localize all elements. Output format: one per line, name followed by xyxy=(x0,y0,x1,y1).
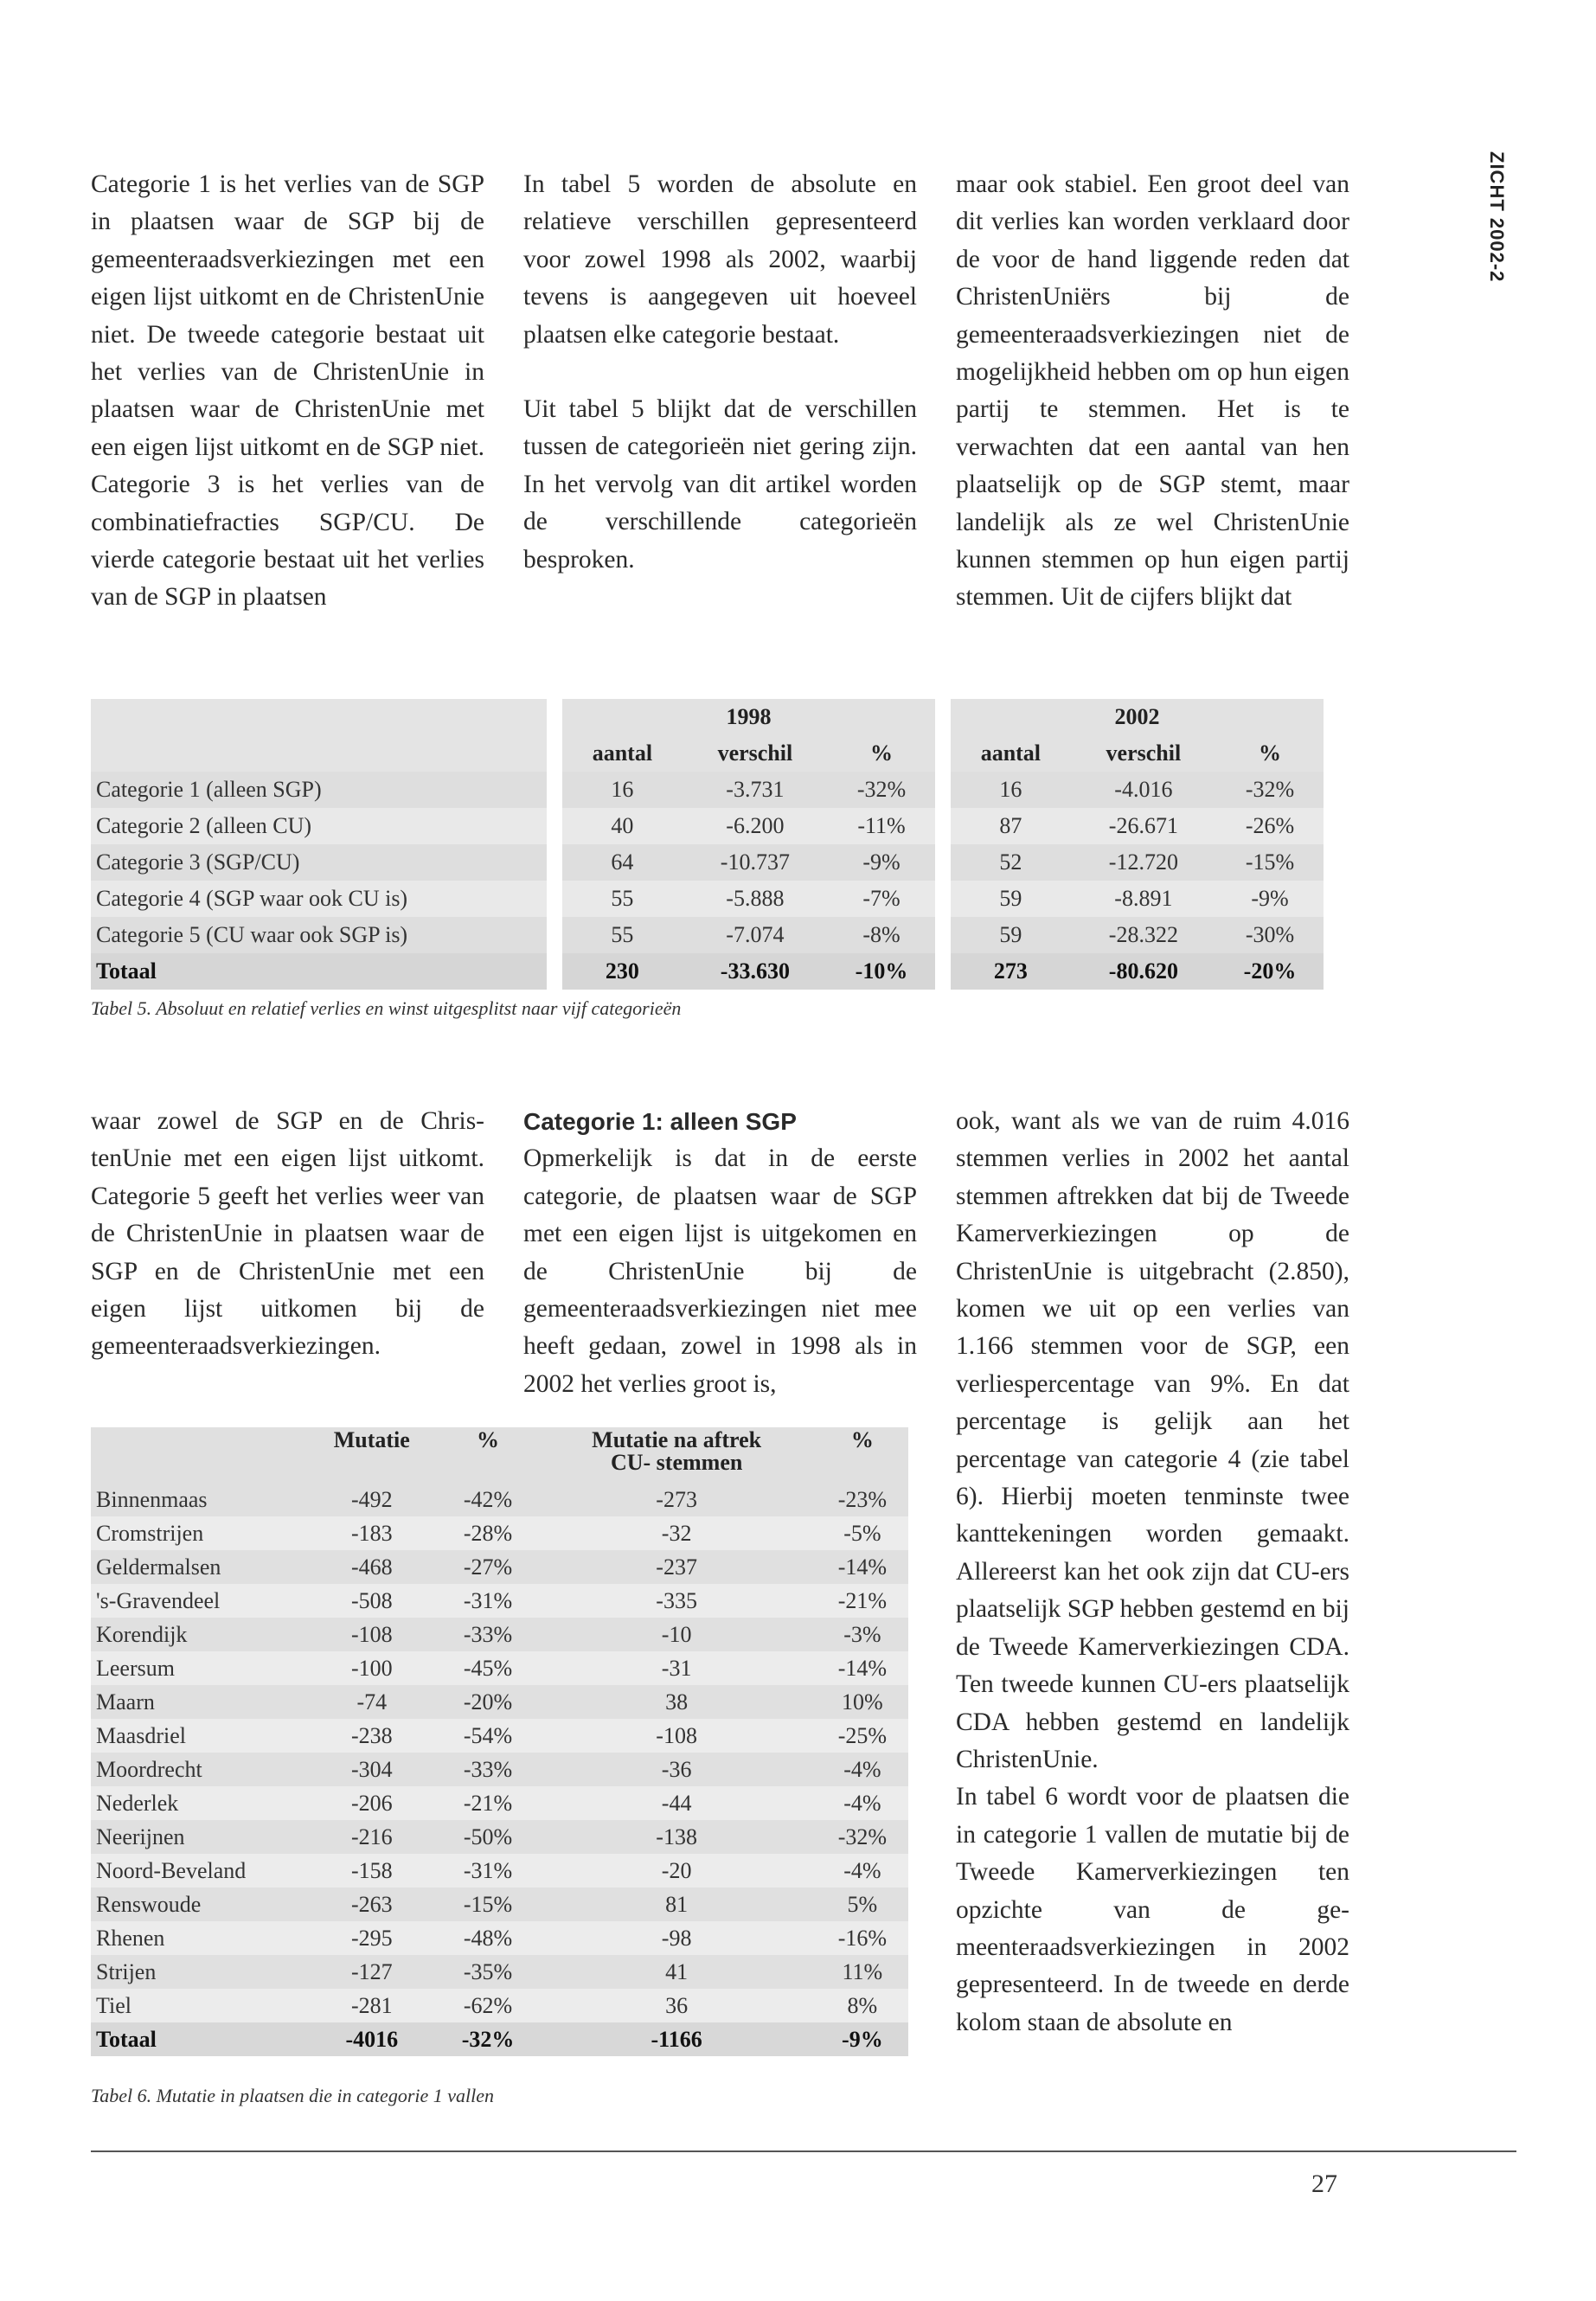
table5-cell-pct-2002: -15% xyxy=(1216,844,1324,881)
table6-header-mutatie-na-aftrek xyxy=(537,1427,817,1483)
journal-sidebar xyxy=(1462,151,1531,359)
table6-cell-pct: -27% xyxy=(439,1550,537,1584)
table6-cell-mutatie: -492 xyxy=(304,1483,439,1516)
table5-row xyxy=(91,808,1324,844)
table6-cell-pct-2: 5% xyxy=(817,1888,908,1921)
top-column-2 xyxy=(523,166,917,579)
table5-header-aantal-2002: aantal xyxy=(951,735,1071,772)
top-col2-paragraph-1: In tabel 5 worden de absolute en relatieve verschillen gepresenteerd voor zowel 1998 als 2002, waarbij tevens is aangegeven uit hoeveel plaatsen elke categorie bestaat. xyxy=(523,170,917,349)
table5-year-2002: 2002 xyxy=(951,699,1324,735)
table5-header-verschil-2002: verschil xyxy=(1071,735,1216,772)
table6-row xyxy=(91,1921,908,1955)
table6-row xyxy=(91,1584,908,1618)
table5-cell-verschil-2002: -28.322 xyxy=(1071,917,1216,953)
table6-place: Maasdriel xyxy=(91,1719,304,1753)
table6-row xyxy=(91,1719,908,1753)
table5-cell-pct-2002: -30% xyxy=(1216,917,1324,953)
table5-cell-verschil-1998: -5.888 xyxy=(683,881,828,917)
table5-header-pct-2002: % xyxy=(1216,735,1324,772)
bottom-column-3 xyxy=(956,1103,1349,2041)
table6-row xyxy=(91,1820,908,1854)
table6-cell-pct-2: -9% xyxy=(817,2022,908,2056)
table6-cell-pct: -42% xyxy=(439,1483,537,1516)
table6-cell-pct-2: -4% xyxy=(817,1753,908,1786)
table6-place: 's-Gravendeel xyxy=(91,1584,304,1618)
table6-header-mutatie-na-aftrek-line2: CU- stemmen xyxy=(610,1450,743,1475)
table5-cell-verschil-1998: -33.630 xyxy=(683,953,828,990)
bottom-column-2 xyxy=(523,1103,917,1403)
table6-row xyxy=(91,1888,908,1921)
table5-cell-pct-2002: -32% xyxy=(1216,772,1324,808)
table5-row xyxy=(91,881,1324,917)
table6-cell-pct: -33% xyxy=(439,1753,537,1786)
table5-header-verschil-1998: verschil xyxy=(683,735,828,772)
section-heading: Categorie 1: alleen SGP xyxy=(523,1108,797,1135)
table5-cell-pct-1998: -7% xyxy=(828,881,935,917)
table6-row xyxy=(91,1685,908,1719)
table6-cell-pct: -50% xyxy=(439,1820,537,1854)
table6-cell-mutatie-na-aftrek: -31 xyxy=(537,1651,817,1685)
table5-cell-pct-1998: -9% xyxy=(828,844,935,881)
table6-row xyxy=(91,1955,908,1989)
table5-column-header xyxy=(91,735,1324,772)
table6-cell-mutatie: -206 xyxy=(304,1786,439,1820)
table5-cell-aantal-2002: 59 xyxy=(951,917,1071,953)
table6-row xyxy=(91,1786,908,1820)
table5-cell-verschil-2002: -80.620 xyxy=(1071,953,1216,990)
table6-cell-mutatie: -508 xyxy=(304,1584,439,1618)
table5-cell-pct-2002: -20% xyxy=(1216,953,1324,990)
bottom-col3-paragraph-2: In tabel 6 wordt voor de plaatsen die in categorie 1 vallen de mutatie bij de Tweede Kamerverkiezingen ten opzichte van de gemeenteraadsverkiezingen in 2002 gepresenteerd. In de tweede en derde kolom staan de absolute en xyxy=(956,1783,1349,2036)
bottom-col1-text: waar zowel de SGP en de ChristenUnie met een eigen lijst uitkomt. Categorie 5 geeft het verlies weer van de ChristenUnie in plaatsen waar de SGP en de ChristenUnie met een eigen lijst uitkomen bij de gemeenteraadsverkiezingen. xyxy=(91,1107,484,1361)
bottom-column-1 xyxy=(91,1103,484,1366)
table6-cell-pct-2: -23% xyxy=(817,1483,908,1516)
table6-cell-pct: -45% xyxy=(439,1651,537,1685)
table6-cell-pct-2: -32% xyxy=(817,1820,908,1854)
top-col2-paragraph-2: Uit tabel 5 blijkt dat de verschillen tussen de categorieën niet gering zijn. In het vervolg van dit artikel worden de verschillende categorieën besproken. xyxy=(523,395,917,574)
table6-place: Neerijnen xyxy=(91,1820,304,1854)
table5-header-pct-1998: % xyxy=(828,735,935,772)
table6-cell-pct-2: 8% xyxy=(817,1989,908,2022)
table6-cell-mutatie: -183 xyxy=(304,1516,439,1550)
table5-cell-aantal-1998: 55 xyxy=(562,881,683,917)
table6-cell-mutatie-na-aftrek: -108 xyxy=(537,1719,817,1753)
table6-header-mutatie: Mutatie xyxy=(304,1427,439,1483)
table6-cell-pct: -31% xyxy=(439,1854,537,1888)
table6-place: Maarn xyxy=(91,1685,304,1719)
table6-cell-mutatie: -100 xyxy=(304,1651,439,1685)
table5-cell-pct-1998: -8% xyxy=(828,917,935,953)
table5-row-label: Categorie 1 (alleen SGP) xyxy=(91,772,547,808)
table-5 xyxy=(91,699,1324,990)
table6-place: Noord-Beveland xyxy=(91,1854,304,1888)
table6-cell-pct: -31% xyxy=(439,1584,537,1618)
table6-place: Totaal xyxy=(91,2022,304,2056)
table6-place: Geldermalsen xyxy=(91,1550,304,1584)
table5-cell-aantal-2002: 59 xyxy=(951,881,1071,917)
table6-cell-pct: -28% xyxy=(439,1516,537,1550)
top-col3-text: maar ook stabiel. Een groot deel van dit verlies kan worden verklaard door de voor de hand liggende reden dat ChristenUniërs bij de gemeenteraadsverkiezingen niet de mogelijkheid hebben om op hun eigen partij te stemmen. Het is te verwachten dat een aantal van hen plaatselijk op de SGP stemt, maar landelijk als ze wel ChristenUnie kunnen stemmen op hun eigen partij stemmen. Uit de cijfers blijkt dat xyxy=(956,170,1349,612)
table6-cell-mutatie: -468 xyxy=(304,1550,439,1584)
table6-cell-mutatie-na-aftrek: -32 xyxy=(537,1516,817,1550)
table6-cell-mutatie: -127 xyxy=(304,1955,439,1989)
table6-place: Tiel xyxy=(91,1989,304,2022)
table5-row-label: Categorie 2 (alleen CU) xyxy=(91,808,547,844)
table6-cell-mutatie: -4016 xyxy=(304,2022,439,2056)
journal-label: ZICHT 2002-2 xyxy=(1486,151,1508,283)
top-col1-text: Categorie 1 is het verlies van de SGP in plaatsen waar de SGP bij de gemeenteraadsverkiezingen met een eigen lijst uitkomt en de ChristenUnie niet. De tweede categorie bestaat uit het verlies van de ChristenUnie in plaatsen waar de ChristenUnie met een eigen lijst uitkomt en de SGP niet. Categorie 3 is het verlies van de combinatiefracties SGP/CU. De vierde categorie bestaat uit het verlies van de SGP in plaatsen xyxy=(91,170,484,612)
table5-cell-pct-2002: -26% xyxy=(1216,808,1324,844)
table5-cell-aantal-1998: 230 xyxy=(562,953,683,990)
table5-cell-aantal-1998: 40 xyxy=(562,808,683,844)
table6-cell-pct: -32% xyxy=(439,2022,537,2056)
table6-row xyxy=(91,1651,908,1685)
table6-cell-pct: -33% xyxy=(439,1618,537,1651)
table6-cell-pct: -35% xyxy=(439,1955,537,1989)
table5-cell-verschil-2002: -4.016 xyxy=(1071,772,1216,808)
table6-place: Binnenmaas xyxy=(91,1483,304,1516)
table6-cell-mutatie-na-aftrek: 38 xyxy=(537,1685,817,1719)
table5-cell-aantal-2002: 16 xyxy=(951,772,1071,808)
table6-place: Leersum xyxy=(91,1651,304,1685)
table6-cell-mutatie-na-aftrek: -10 xyxy=(537,1618,817,1651)
table6-cell-pct-2: -16% xyxy=(817,1921,908,1955)
table6-cell-mutatie-na-aftrek: -98 xyxy=(537,1921,817,1955)
top-column-1 xyxy=(91,166,484,617)
table6-cell-pct-2: -4% xyxy=(817,1854,908,1888)
table6-cell-mutatie-na-aftrek: 36 xyxy=(537,1989,817,2022)
table6-row xyxy=(91,1618,908,1651)
table5-cell-aantal-1998: 55 xyxy=(562,917,683,953)
table6-place: Moordrecht xyxy=(91,1753,304,1786)
table6-header-pct: % xyxy=(439,1427,537,1483)
table5-cell-pct-1998: -10% xyxy=(828,953,935,990)
table6-cell-pct-2: 11% xyxy=(817,1955,908,1989)
table6-cell-mutatie: -158 xyxy=(304,1854,439,1888)
table5-cell-verschil-1998: -6.200 xyxy=(683,808,828,844)
table5-cell-aantal-1998: 16 xyxy=(562,772,683,808)
table5-header-aantal-1998: aantal xyxy=(562,735,683,772)
top-column-3 xyxy=(956,166,1349,617)
table6-row xyxy=(91,1854,908,1888)
table6-cell-mutatie-na-aftrek: 81 xyxy=(537,1888,817,1921)
table6-place: Strijen xyxy=(91,1955,304,1989)
table6-cell-mutatie: -304 xyxy=(304,1753,439,1786)
table5-cell-verschil-2002: -12.720 xyxy=(1071,844,1216,881)
table6-cell-pct: -15% xyxy=(439,1888,537,1921)
table5-corner xyxy=(91,699,547,735)
table5-row xyxy=(91,844,1324,881)
table6-place: Nederlek xyxy=(91,1786,304,1820)
table5-total-row xyxy=(91,953,1324,990)
table5-year-1998: 1998 xyxy=(562,699,935,735)
table5-cell-verschil-2002: -8.891 xyxy=(1071,881,1216,917)
table6-cell-mutatie-na-aftrek: -237 xyxy=(537,1550,817,1584)
table6-cell-pct: -21% xyxy=(439,1786,537,1820)
table5-cell-verschil-1998: -7.074 xyxy=(683,917,828,953)
table5-cell-pct-1998: -11% xyxy=(828,808,935,844)
table6-cell-mutatie: -238 xyxy=(304,1719,439,1753)
table6-caption: Tabel 6. Mutatie in plaatsen die in categorie 1 vallen xyxy=(91,2085,495,2106)
table5-corner-2 xyxy=(91,735,547,772)
table6-cell-mutatie: -216 xyxy=(304,1820,439,1854)
table5-cell-aantal-2002: 273 xyxy=(951,953,1071,990)
table5-cell-pct-1998: -32% xyxy=(828,772,935,808)
table6-cell-pct-2: -5% xyxy=(817,1516,908,1550)
table6-cell-mutatie: -295 xyxy=(304,1921,439,1955)
table5-row-label: Categorie 5 (CU waar ook SGP is) xyxy=(91,917,547,953)
table6-cell-pct: -54% xyxy=(439,1719,537,1753)
table6-place: Korendijk xyxy=(91,1618,304,1651)
table6-cell-pct-2: -3% xyxy=(817,1618,908,1651)
table6-cell-pct-2: -14% xyxy=(817,1651,908,1685)
table5-row-label: Categorie 4 (SGP waar ook CU is) xyxy=(91,881,547,917)
table6-corner xyxy=(91,1427,304,1483)
bottom-col2-text: Opmerkelijk is dat in de eerste categorie, de plaatsen waar de SGP met een eigen lijst is uitgekomen en de ChristenUnie bij de gemeenteraadsverkiezingen niet mee heeft gedaan, zowel in 1998 als in 2002 het verlies groot is, xyxy=(523,1144,917,1398)
table6-cell-mutatie-na-aftrek: -273 xyxy=(537,1483,817,1516)
table6-place: Rhenen xyxy=(91,1921,304,1955)
table6-cell-mutatie-na-aftrek: -44 xyxy=(537,1786,817,1820)
table6-cell-mutatie-na-aftrek: -36 xyxy=(537,1753,817,1786)
table6-cell-mutatie: -263 xyxy=(304,1888,439,1921)
table6-cell-mutatie-na-aftrek: -335 xyxy=(537,1584,817,1618)
table5-cell-pct-2002: -9% xyxy=(1216,881,1324,917)
table-6 xyxy=(91,1427,908,2056)
table5-year-header xyxy=(91,699,1324,735)
table6-row xyxy=(91,1550,908,1584)
table6-cell-mutatie-na-aftrek: -1166 xyxy=(537,2022,817,2056)
table5-cell-verschil-1998: -3.731 xyxy=(683,772,828,808)
table6-row xyxy=(91,1753,908,1786)
table6-header xyxy=(91,1427,908,1483)
table6-row xyxy=(91,1483,908,1516)
footer-rule xyxy=(91,2150,1516,2152)
table5-row xyxy=(91,917,1324,953)
bottom-col3-paragraph-1: ook, want als we van de ruim 4.016 stemmen verlies in 2002 het aantal stemmen aftrekken dat bij de Tweede Kamerverkiezingen op de ChristenUnie is uitgebracht (2.850), komen we uit op een verlies van 1.166 stemmen voor de SGP, een verliespercentage van 9%. En dat percentage is gelijk aan het percentage van categorie 4 (zie tabel 6). Hierbij moeten tenminste twee kanttekeningen worden gemaakt. Allereerst kan het ook zijn dat CU-ers plaatselijk SGP hebben gestemd en bij de Tweede Kamerverkiezingen CDA. Ten tweede kunnen CU-ers plaatselijk CDA hebben gestemd en landelijk ChristenUnie. xyxy=(956,1107,1349,1773)
table5-caption: Tabel 5. Absoluut en relatief verlies en winst uitgesplitst naar vijf categorieën xyxy=(91,997,682,1019)
table5-cell-aantal-2002: 87 xyxy=(951,808,1071,844)
table6-header-pct-2: % xyxy=(817,1427,908,1483)
table6-cell-pct-2: -21% xyxy=(817,1584,908,1618)
table6-total-row xyxy=(91,2022,908,2056)
table5-cell-verschil-1998: -10.737 xyxy=(683,844,828,881)
table6-header-mutatie-na-aftrek-line1: Mutatie na aftrek xyxy=(592,1427,762,1452)
table6-cell-mutatie: -74 xyxy=(304,1685,439,1719)
table6-cell-pct-2: -14% xyxy=(817,1550,908,1584)
table5-row-label: Categorie 3 (SGP/CU) xyxy=(91,844,547,881)
table6-row xyxy=(91,1989,908,2022)
table6-cell-mutatie-na-aftrek: -20 xyxy=(537,1854,817,1888)
table6-cell-pct: -20% xyxy=(439,1685,537,1719)
table6-cell-pct: -62% xyxy=(439,1989,537,2022)
table6-row xyxy=(91,1516,908,1550)
table6-place: Cromstrijen xyxy=(91,1516,304,1550)
table6-place: Renswoude xyxy=(91,1888,304,1921)
table6-cell-pct-2: -4% xyxy=(817,1786,908,1820)
table6-cell-mutatie-na-aftrek: -138 xyxy=(537,1820,817,1854)
table5-cell-aantal-1998: 64 xyxy=(562,844,683,881)
table6-cell-mutatie: -281 xyxy=(304,1989,439,2022)
table5-row xyxy=(91,772,1324,808)
table6-cell-mutatie-na-aftrek: 41 xyxy=(537,1955,817,1989)
table5-row-label: Totaal xyxy=(91,953,547,990)
table5-cell-aantal-2002: 52 xyxy=(951,844,1071,881)
table6-cell-pct-2: 10% xyxy=(817,1685,908,1719)
table6-cell-mutatie: -108 xyxy=(304,1618,439,1651)
table5-cell-verschil-2002: -26.671 xyxy=(1071,808,1216,844)
table6-cell-pct-2: -25% xyxy=(817,1719,908,1753)
page-number: 27 xyxy=(1311,2170,1337,2198)
table6-cell-pct: -48% xyxy=(439,1921,537,1955)
